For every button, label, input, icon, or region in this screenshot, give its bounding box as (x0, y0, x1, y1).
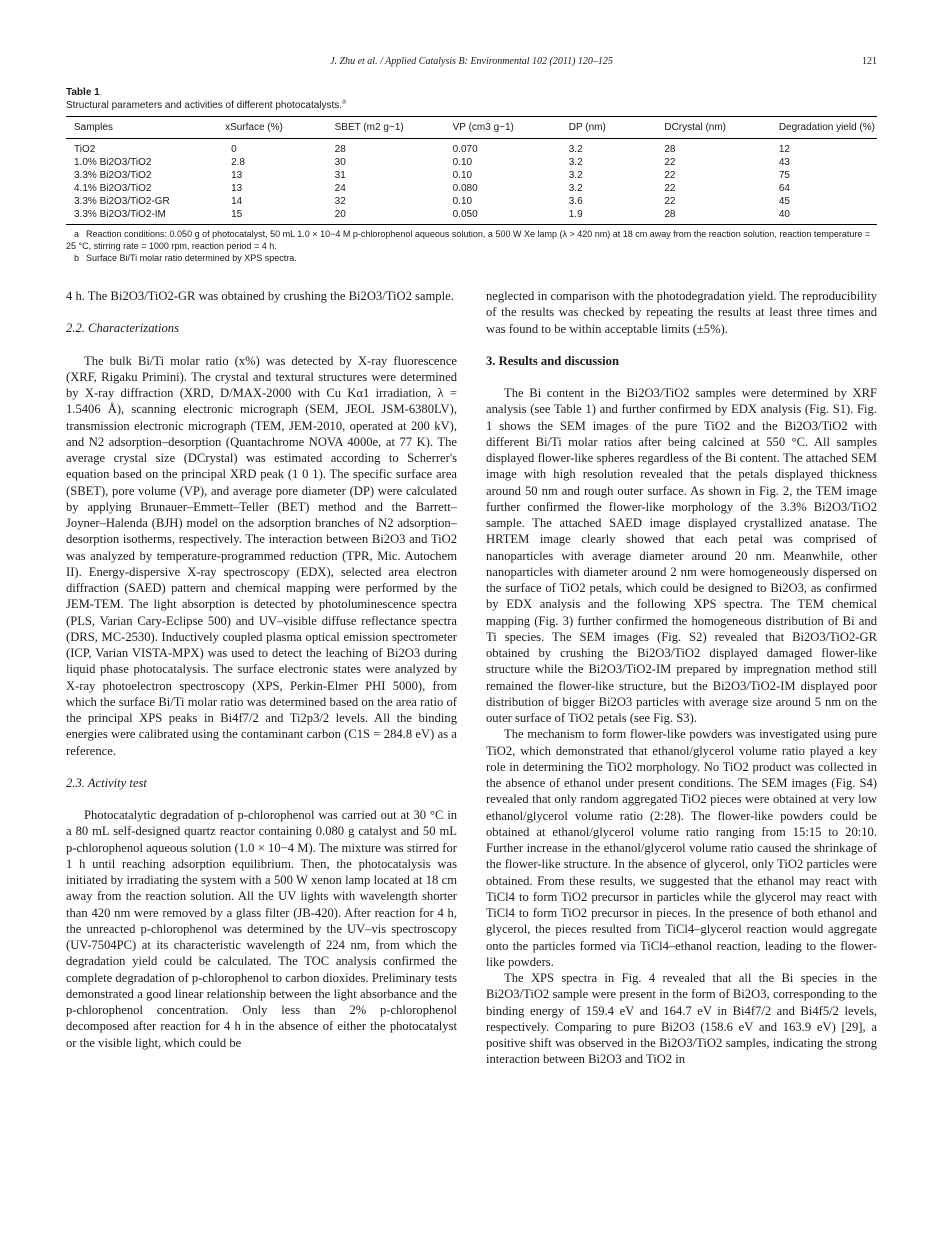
paragraph: 4 h. The Bi2O3/TiO2-GR was obtained by crushing the Bi2O3/TiO2 sample. (66, 289, 454, 303)
table-cell: 40 (771, 208, 877, 225)
table-cell: 30 (334, 157, 346, 168)
table-cell: 0.070 (452, 144, 478, 155)
table-cell: 3.3% Bi2O3/TiO2 (74, 170, 152, 181)
table-cell: 22 (664, 196, 676, 207)
table-cell: 4.1% Bi2O3/TiO2 (74, 183, 152, 194)
table-cell: TiO2 (74, 144, 96, 155)
table-cell: 0 (231, 144, 237, 155)
table-cell: 13 (231, 183, 243, 194)
article-page (66, 0, 877, 1234)
left-column (66, 288, 457, 1051)
column-header: Degradation yield (%) (771, 117, 877, 139)
table-cell: 2.8 (231, 157, 245, 168)
table-cell: 45 (778, 196, 790, 207)
paragraph: neglected in comparison with the photodegradation yield. The reproducibility of the results was checked by repeating the results at least three times and was found to be within acceptable limits (±5%). (486, 289, 877, 336)
paragraph: The bulk Bi/Ti molar ratio (x%) was detected by X-ray fluorescence (XRF, Rigaku Primini). The crystal and textural structures were determined by X-ray diffraction (XRD, D/MAX-2000 with Cu Kα1 irradiation, λ = 1.5406 Å), scanning electronic micrograph (SEM, JEOL JSM-6380LV), transmission electronic micrograph (TEM, JEM-2010, operated at 200 kV), and N2 adsorption–desorption (Quantachrome NOVA 4000e, at 77 K). The average crystal size (DCrystal) was estimated according to Scherrer's equation based on the principal XRD peak (1 0 1). The specific surface area (SBET), pore volume (VP), and average pore diameter (DP) were calculated by applying Brunauer–Emmett–Teller (BET) method and the Barrett–Joyner–Halenda (BJH) model on the adsorption branches of N2 adsorption–desorption isotherms, respectively. The interaction between Bi2O3 and TiO2 was analyzed by temperature-programmed reduction (TPR, Mic. Autochem II). Energy-dispersive X-ray spectroscopy (EDX), selected area electron diffraction (SAED) pattern and chemical mapping were performed by the JEM-TEM. The light absorption is detected by photoluminescence spectra (PLS, Varian Cary-Eclipse 500) and UV–visible diffuse reflectance spectra (DRS, MC-2530). Inductively coupled plasma optical emission spectrometer (ICP, Varian VISTA-MPX) was used to detect the leaching of Bi2O3 during liquid phase photocatalysis. The surface electronic states were analyzed by X-ray photoelectron spectroscopy (XPS, Perkin-Elmer PHI 5000), from which the surface Bi/Ti molar ratio was determined based on the area ratio of the principal XPS peaks in Bi4f7/2 and Ti2p3/2 levels. All the binding energies were calibrated using the contaminant carbon (C1S = 284.8 eV) as a reference. (66, 353, 457, 758)
table-cell: 28 (664, 144, 676, 155)
table-cell: 32 (334, 196, 346, 207)
table-row (66, 182, 877, 195)
table-row (66, 195, 877, 208)
paragraph: The mechanism to form flower-like powders was investigated using pure TiO2, which demonstrated that ethanol/glycerol volume ratio played a key role in determining the TiO2 morphology. No TiO2 product was collected in the absence of ethanol under present conditions. The SEM images (Fig. S4) revealed that only random aggregated TiO2 pieces were obtained at very low ethanol/glycerol volume ratio (2:28). The flower-like powders could be obtained at ethanol/glycerol volume ratio ranging from 15:15 to 20:10. Further increase in the ethanol/glycerol volume ratio caused the shrinkage of the flower-like structure. In the absence of glycerol, only TiO2 particles were obtained. From these results, we suggested that the ethanol may react with TiCl4 to form TiO2 precursor in particles while the glycerol may react with TiCl4 to form TiO2 precursor in pieces. In the presence of both ethanol and glycerol, the pieces resulted from TiCl4–glycerol reaction would aggregate onto the particles formed via TiCl4–ethanol reaction, leading to the flower-like powders. (486, 727, 877, 969)
journal-citation: J. Zhu et al. / Applied Catalysis B: Environmental 102 (2011) 120–125 (330, 56, 613, 67)
table-cell: 0.10 (452, 170, 473, 181)
table-row (66, 208, 877, 225)
paragraph: Photocatalytic degradation of p-chlorophenol was carried out at 30 °C in a 80 mL self-designed quartz reactor containing 0.080 g catalyst and 50 mL p-chlorophenol aqueous solution (1.0 × 10−4 M). The mixture was stirred for 1 h until reaching adsorption equilibrium. Then, the photocatalysis was initiated by irradiating the system with a 500 W xenon lamp located at 18 cm away from the reaction solution. All the UV lights with wavelength shorter than 420 nm were removed by a glass filter (JB-420). After reaction for 4 h, the unreacted p-chlorophenol was determined by the UV–vis spectroscopy (UV-7504PC) at its characteristic wavelength of 224 nm, from which the degradation yield could be calculated. The TOC analysis confirmed the complete degradation of p-chlorophenol to carbon dioxides. Preliminary tests demonstrated a good linear relationship between the light absorbance and the p-chlorophenol concentration. Only less than 2% p-chlorophenol decomposed after reaction for 4 h in the absence of either the photocatalyst or the visible light, which could be (66, 808, 457, 1050)
table-row (66, 156, 877, 169)
table-cell: 3.2 (568, 183, 583, 194)
column-header: xSurface (%) (217, 117, 327, 139)
footnote-a-link[interactable]: a (342, 98, 346, 106)
paragraph: The XPS spectra in Fig. 4 revealed that all the Bi species in the Bi2O3/TiO2 sample were present in the form of Bi2O3, corresponding to the binding energy of 159.4 eV and 164.7 eV in Bi4f7/2 and Bi4f5/2 levels, respectively. Comparing to pure Bi2O3 (158.6 eV and 163.9 eV) [29], a positive shift was observed in the Bi2O3/TiO2 samples, indicating the strong interaction between Bi2O3 and TiO2 in (486, 971, 877, 1067)
table-body (66, 139, 877, 225)
table-cell: 75 (778, 170, 790, 181)
table-label: Table 1 (66, 87, 100, 98)
table-cell: 0.10 (452, 196, 473, 207)
table-header-row (66, 117, 877, 139)
table-cell: 28 (656, 208, 770, 225)
table-cell: 3.2 (568, 157, 583, 168)
table-cell: 3.2 (568, 170, 583, 181)
column-header: Samples (66, 117, 217, 139)
table-cell: 31 (334, 170, 346, 181)
table-cell: 0.080 (452, 183, 478, 194)
column-header: DCrystal (nm) (656, 117, 770, 139)
table-cell: 28 (334, 144, 346, 155)
table-cell: 0.10 (452, 157, 473, 168)
right-column (486, 288, 877, 1068)
table-cell: 14 (231, 196, 243, 207)
table-cell: 22 (664, 170, 676, 181)
table-cell: 24 (334, 183, 346, 194)
table-cell: 43 (778, 157, 790, 168)
table-footnotes (66, 228, 877, 264)
table-cell: 20 (327, 208, 445, 225)
column-header: SBET (m2 g−1) (327, 117, 445, 139)
table-cell: 1.0% Bi2O3/TiO2 (74, 157, 152, 168)
table-row (66, 139, 877, 157)
table-row (66, 169, 877, 182)
section-heading: 2.2. Characterizations (66, 321, 179, 336)
column-header: DP (nm) (561, 117, 657, 139)
table-cell: 3.3% Bi2O3/TiO2-IM (66, 208, 217, 225)
data-table (66, 116, 877, 225)
table-cell: 22 (664, 183, 676, 194)
page-number: 121 (862, 56, 877, 67)
table-cell: 15 (217, 208, 327, 225)
section-heading: 3. Results and discussion (486, 353, 619, 368)
table-1 (66, 86, 877, 264)
table-caption: Structural parameters and activities of different photocatalysts.$^a$ (66, 98, 346, 111)
footnote-b: b Surface Bi/Ti molar ratio determined by XPS spectra. (74, 253, 297, 263)
footnote-a: a Reaction conditions: 0.050 g of photocatalyst, 50 mL 1.0 × 10−4 M p-chlorophenol aqueous solution, a 500 W Xe lamp (λ > 420 nm) at 18 cm away from the reaction solution, reaction temperature = 25 °C, stirring rate = 1000 rpm, reaction period = 4 h. (66, 229, 871, 251)
table-cell: 64 (778, 183, 790, 194)
table-cell: 3.2 (568, 144, 583, 155)
column-header: VP (cm3 g−1) (445, 117, 561, 139)
table-cell: 3.6 (568, 196, 583, 207)
table-cell: 3.3% Bi2O3/TiO2-GR (74, 196, 170, 207)
table-cell: 1.9 (561, 208, 657, 225)
paragraph: The Bi content in the Bi2O3/TiO2 samples were determined by XRF analysis (see Table 1) and further confirmed by EDX analysis (Fig. S1). Fig. 1 shows the SEM images of the pure TiO2 and the Bi2O3/TiO2 with different Bi/Ti molar ratios after being calcined at 550 °C. All samples displayed flower-like spheres regardless of the Bi content. The attached SEM image with high resolution revealed that the petals displayed thickness around 50 nm and rough outer surface. As shown in Fig. 2, the TEM image further confirmed the flower-like morphology of the 3.3% Bi2O3/TiO2 sample. The attached SAED image displayed crystallized anatase. The HRTEM image clearly showed that each petal was comprised of nanoparticles with average diameter around 20 nm. Meanwhile, other nanoparticles with diameter around 2 nm were homogeneously dispersed on the surface of TiO2 petals, which could be designed to Bi2O3, as confirmed by EDX analysis and the following XPS spectra. The TEM chemical mapping (Fig. 3) further confirmed the homogeneous distribution of Bi and Ti species. The SEM images (Fig. S2) revealed that Bi2O3/TiO2-GR obtained by crushing the Bi2O3/TiO2 displayed damaged flower-like structure while the Bi2O3/TiO2-IM prepared by impregnation method still remained the flower-like structure, but the Bi2O3/TiO2-IM displayed poor distribution of bigger Bi2O3 particles with average size around 5 nm on the outer surface of TiO2 petals (see Fig. S3). (486, 386, 877, 725)
running-header (66, 56, 877, 70)
section-heading: 2.3. Activity test (66, 775, 147, 790)
table-cell: 22 (664, 157, 676, 168)
table-cell: 0.050 (445, 208, 561, 225)
table-cell: 13 (231, 170, 243, 181)
table-cell: 12 (778, 144, 790, 155)
